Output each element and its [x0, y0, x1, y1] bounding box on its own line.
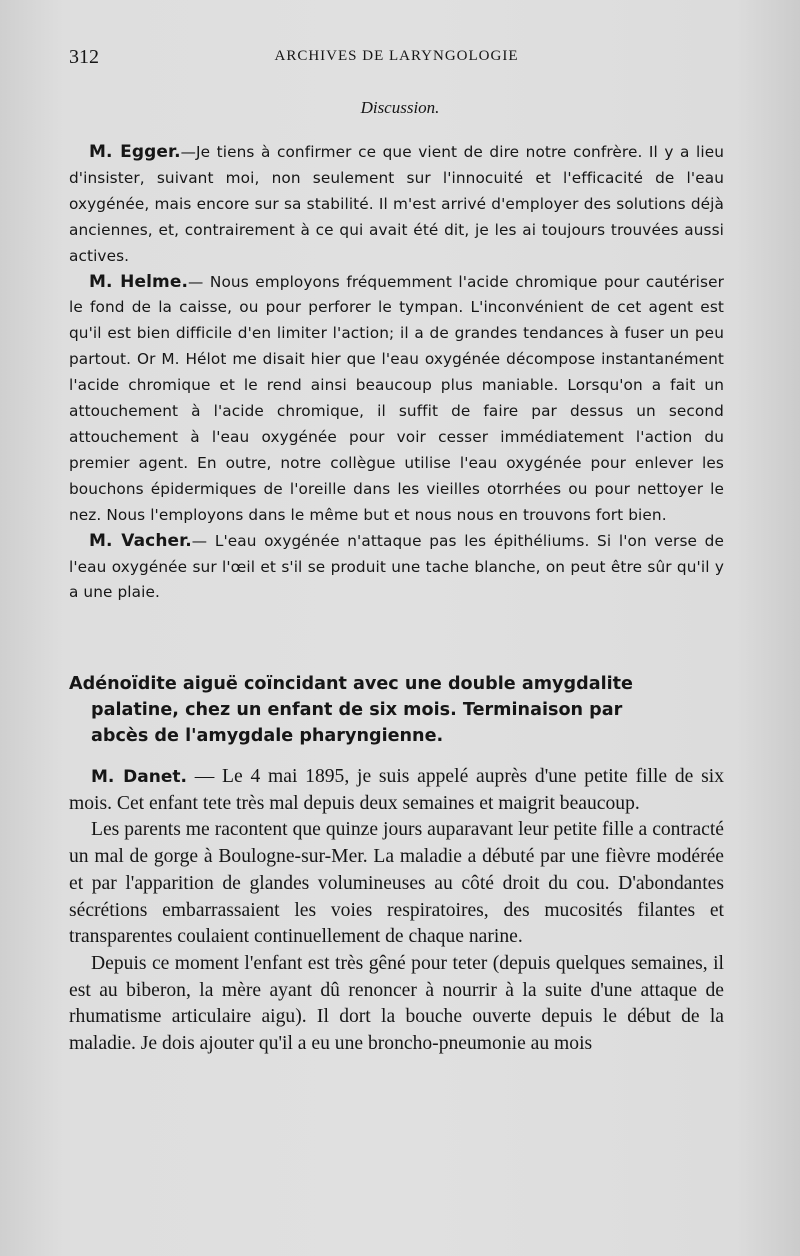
journal-title: ARCHIVES DE LARYNGOLOGIE: [274, 48, 519, 64]
paragraph-text: — L'eau oxygénée n'attaque pas les épithéliums. Si l'on verse de l'eau oxygénée sur l'œil et s'il se produit une tache blanche, on peut être sûr qu'il y a une plaie.: [69, 531, 724, 602]
article-title-line: abcès de l'amygdale pharyngienne.: [91, 726, 444, 746]
paragraph-text: — Le 4 mai 1895, je suis appelé auprès d'une petite fille de six mois. Cet enfant tete très mal depuis deux semaines et maigrit beaucoup.: [69, 766, 724, 814]
discussion-paragraph: [69, 270, 724, 529]
article-paragraph: [69, 764, 724, 817]
paragraph-text: —Je tiens à confirmer ce que vient de dire notre confrère. Il y a lieu d'insister, suivant moi, non seulement sur l'innocuité et l'efficacité de l'eau oxygénée, mais encore sur sa stabilité. Il m'est arrivé d'employer des solutions déjà anciennes, et, contrairement à ce qui avait été dit, je les ai toujours trouvées aussi actives.: [69, 143, 725, 265]
discussion-paragraph: [69, 529, 724, 607]
article-paragraph: [69, 951, 724, 1058]
article-title-line: palatine, chez un enfant de six mois. Terminaison par: [91, 700, 623, 720]
paragraph-text: — Nous employons fréquemment l'acide chromique pour cautériser le fond de la caisse, ou pour perforer le tympan. L'inconvénient de cet agent est qu'il est bien difficile d'en limiter l'action; il a de grandes tendances à fuser un peu partout. Or M. Hélot me disait hier que l'eau oxygénée décompose instantanément l'acide chromique et le rend ainsi beaucoup plus maniable. Lorsqu'on a fait un attouchement à l'acide chromique, il suffit de faire par dessus un second attouchement à l'eau oxygénée pour voir cesser immédiatement l'action du premier agent. En outre, notre collègue utilise l'eau oxygénée pour enlever les bouchons épidermiques de l'oreille dans les vieilles otorrhées ou pour nettoyer le nez. Nous l'employons dans le même but et nous nous en trouvons fort bien.: [69, 272, 725, 524]
speaker-name: M. Danet.: [91, 767, 187, 787]
paragraph-text: Les parents me racontent que quinze jours auparavant leur petite fille a contracté un mal de gorge à Boulogne-sur-Mer. La maladie a débuté par une fièvre modérée et par l'apparition de glandes volumineuses au côté droit du cou. D'abondantes sécrétions embarrassaient les voies respiratoires, des mucosités filantes et transparentes coulaient continuellement de chaque narine.: [69, 819, 724, 948]
section-title: Discussion.: [360, 98, 440, 117]
article-paragraph: [69, 817, 724, 951]
speaker-name: M. Vacher.: [89, 530, 192, 551]
article-title-line: Adénoïdite aiguë coïncidant avec une double amygdalite: [69, 674, 633, 694]
speaker-name: M. Egger.: [89, 142, 181, 162]
article-title: [69, 671, 724, 749]
article-body: [69, 764, 724, 1058]
discussion-paragraph: [69, 140, 724, 270]
paragraph-text: Depuis ce moment l'enfant est très gêné pour teter (depuis quelques semaines, il est au biberon, la mère ayant dû renoncer à nourrir à la suite d'une attaque de rhumatisme articulaire aigu). Il dort la bouche ouverte depuis le début de la maladie. Je dois ajouter qu'il a eu une broncho-pneumonie au mois: [69, 952, 724, 1055]
discussion-section: [69, 140, 724, 606]
speaker-name: M. Helme.: [89, 271, 189, 292]
page-number: 312: [69, 46, 99, 68]
running-head: [69, 46, 724, 72]
